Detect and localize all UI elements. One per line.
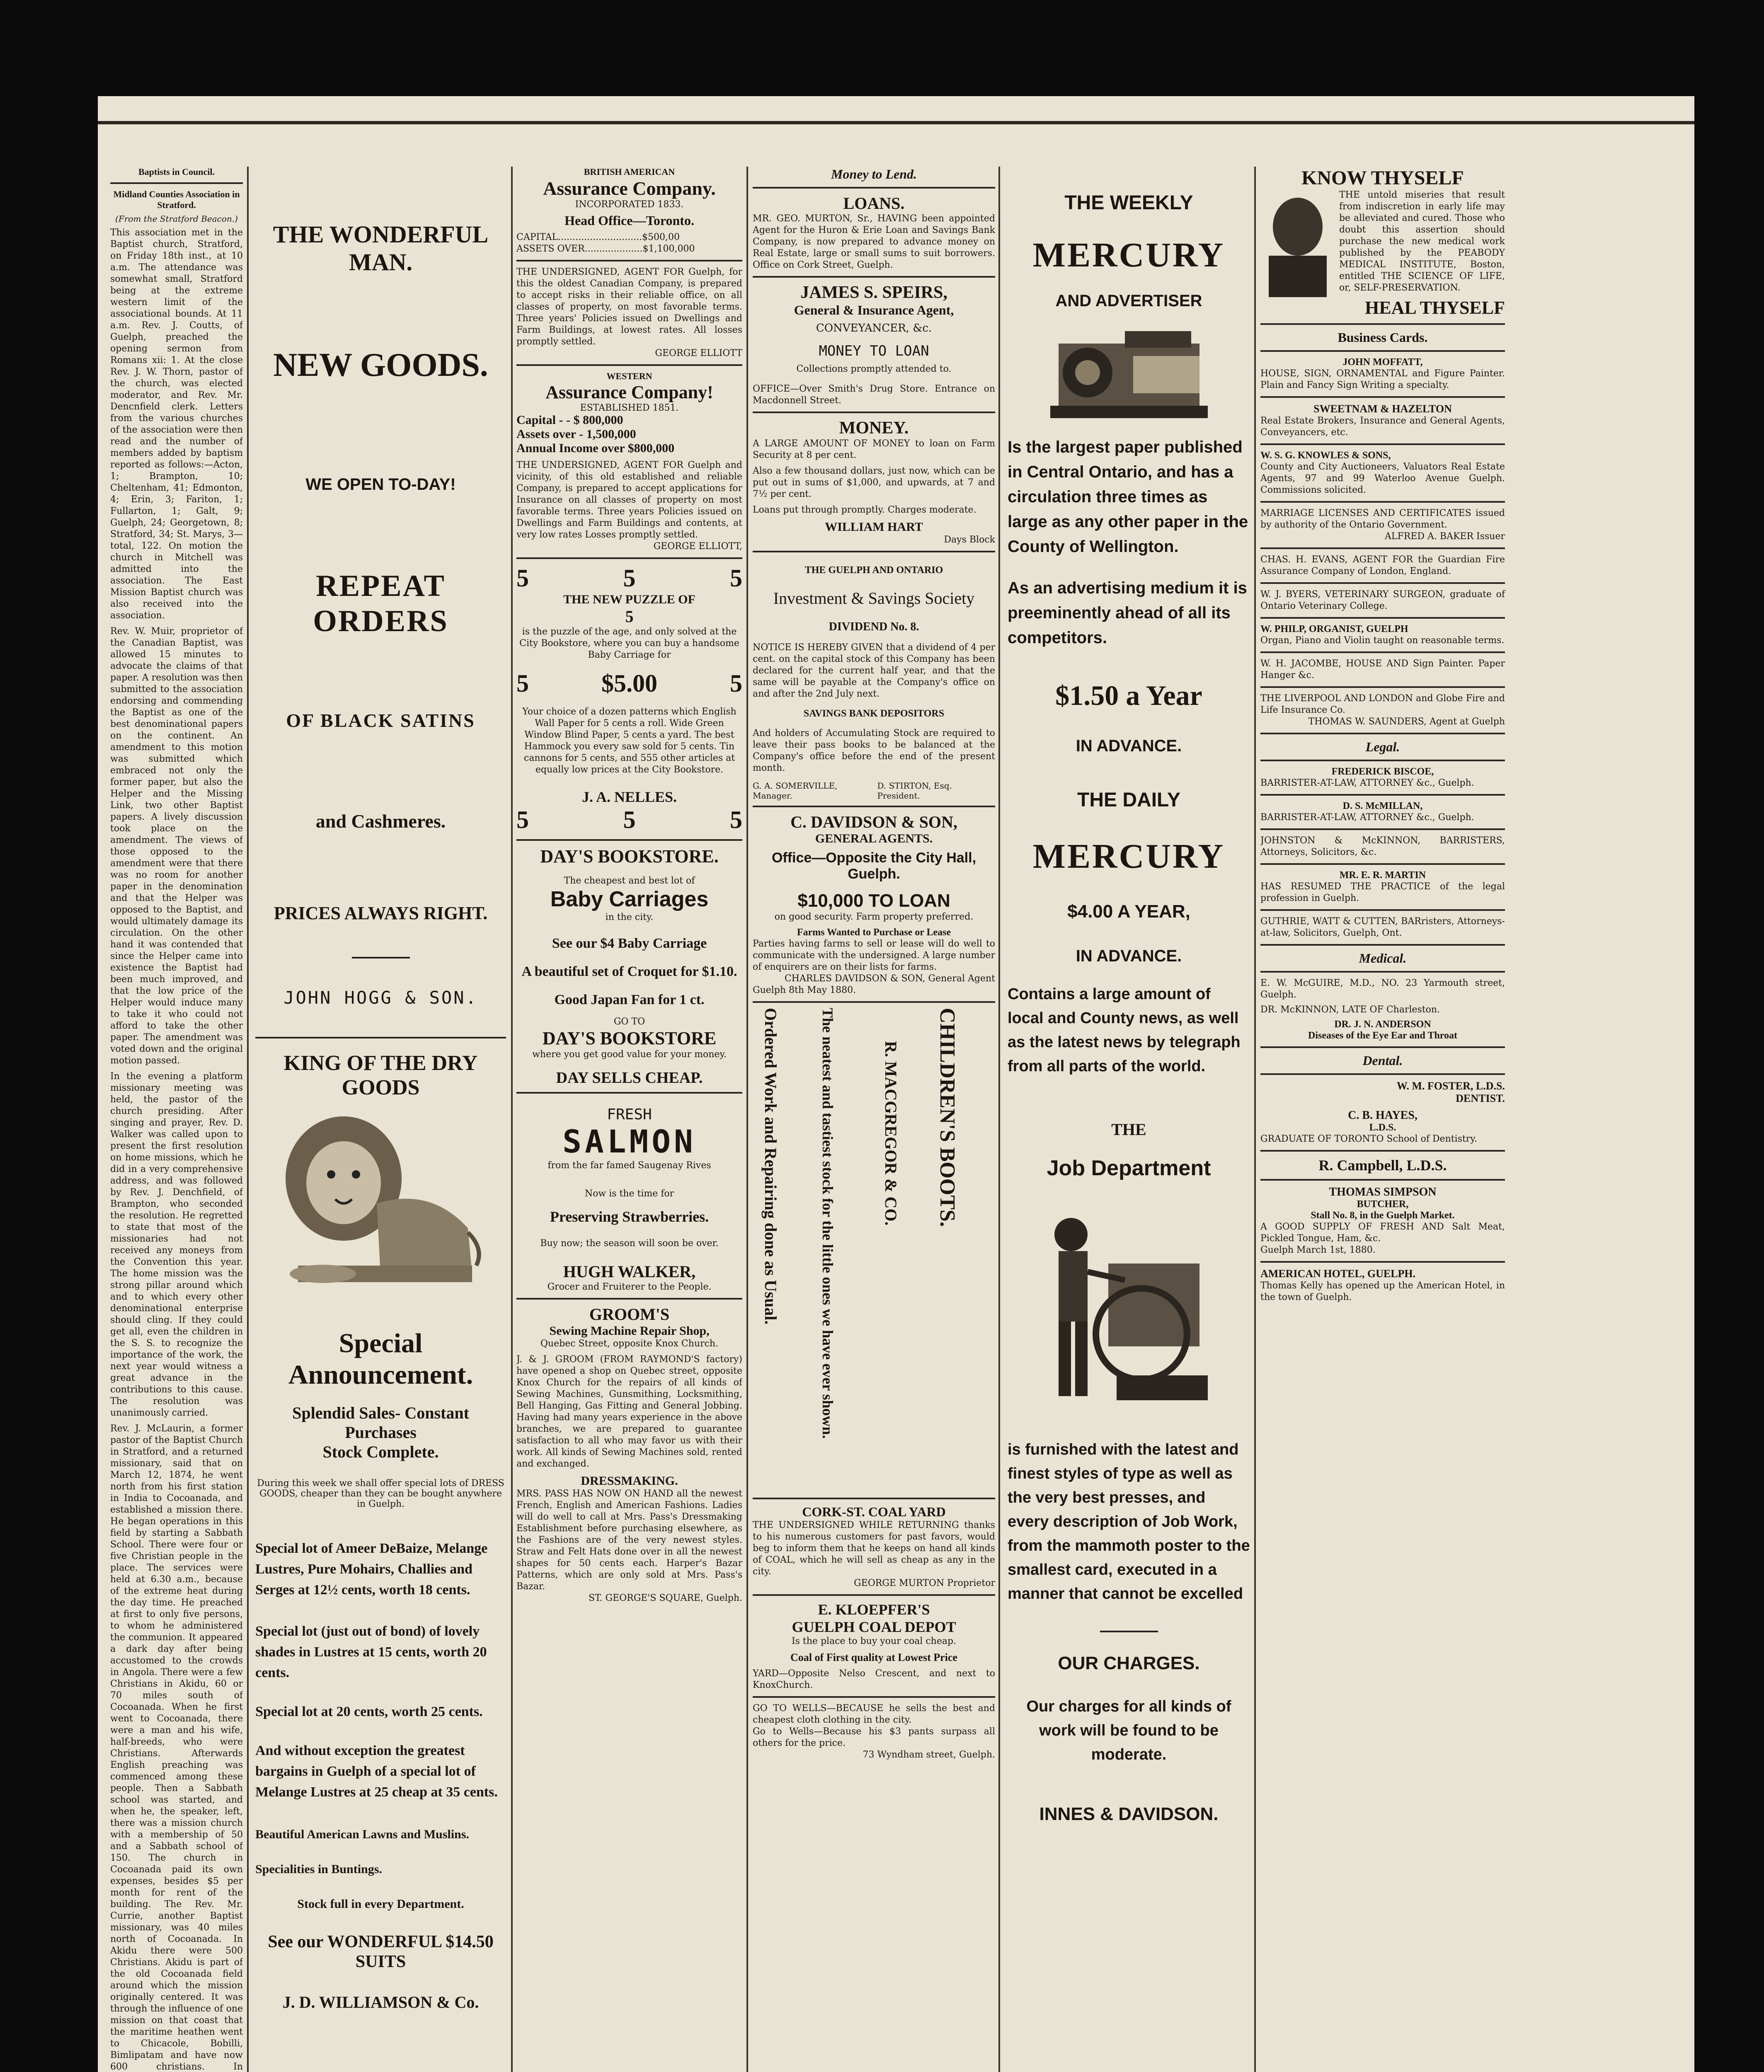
charges-text: Our charges for all kinds of work will be found to be moderate. — [1026, 1698, 1231, 1763]
cork-text: THE UNDERSIGNED WHILE RETURNING thanks to his numerous customers for past favors, would beg to inform them that he keeps on hand all kinds of COAL, which he will sell as cheap as any in the city. — [753, 1520, 995, 1577]
hugh-walker: HUGH WALKER, — [563, 1262, 696, 1281]
article-subtitle: Midland Counties Association in Stratford. — [113, 189, 240, 210]
in-city: in the city. — [605, 912, 654, 922]
top-rule — [98, 121, 1694, 124]
money-to-lend: Money to Lend. — [831, 167, 917, 182]
column-loans — [753, 167, 995, 2072]
divider — [255, 1037, 506, 1038]
philp-text: Organ, Piano and Violin taught on reasonable terms. — [1260, 635, 1505, 646]
divider — [1260, 547, 1505, 549]
coal-quality: Coal of First quality at Lowest Price — [790, 1651, 957, 1663]
yard: YARD—Opposite Nelso Crescent, and next to KnoxChurch. — [753, 1668, 995, 1690]
special-announcement: Special Announcement. — [288, 1328, 473, 1390]
column-baptists — [110, 167, 243, 2072]
suits: See our WONDERFUL $14.50 SUITS — [268, 1932, 494, 1971]
divider — [753, 1594, 995, 1596]
investment-savings: Investment & Savings Society — [773, 589, 975, 608]
eye-ear: Diseases of the Eye Ear and Throat — [1308, 1030, 1458, 1041]
printing-press-icon — [1042, 319, 1216, 426]
innes-davidson: INNES & DAVIDSON. — [1039, 1804, 1219, 1824]
divider — [1260, 323, 1505, 325]
rivers: from the far famed Saugenay Rives — [548, 1160, 711, 1171]
column-rule — [1254, 167, 1256, 2072]
during-week: During this week we shall offer special lots of DRESS GOODS, cheaper than they can be bought anywhere in Guelph. — [257, 1478, 504, 1509]
paragraph: Rev. W. Muir, proprietor of the Canadian Baptist, was allowed 15 minutes to advocate the claims of that paper. A resolution was then submitted to the association endorsing and commending the Baptist as one of the best denominational papers on the continent. An amendment to this motion was submitted which embraced not only the former paper, but also the Helper and the Missing Link, two other Baptist papers. A lively discussion took place on the amendment. The views of those opposed to the amendment were that there was no room for another paper in the denomination and that the Helper was opposed to the Baptist, and would ultimately damage its circulation. On the other hand it was contended that since the Helper came into existence the Baptist had been much improved, and that the low price of the Helper would induce many to take it who could not afford to take the other paper. The amendment was voted down and the original motion passed. — [110, 626, 243, 1066]
go-to: GO TO — [613, 1017, 645, 1027]
knowles: W. S. G. KNOWLES & SONS, — [1260, 450, 1391, 461]
paragraph: In the evening a platform missionary meeting was held, the pastor of the church presiding. After singing and prayer, Rev. D. Walker was called upon to present the first resolution on home missions, which he did in a very comprehensive address, and was followed by Rev. J. Denchfield, of Brampton, who seconded the resolution. He regretted to state that most of the missionaries had not received any moneys from the Convention this year. The home mission was the strong pillar around which and to which every other denominational enterprise should cling. If they could get all, even the children in the S. S. to recognize the importance of the work, the next year would witness a great advance in the contributions to this cause. The resolution was unanimously carried. — [110, 1071, 243, 1418]
hayes: C. B. HAYES, — [1348, 1109, 1418, 1122]
guelph-ontario: THE GUELPH AND ONTARIO — [804, 565, 943, 576]
speirs: JAMES S. SPEIRS, — [800, 283, 947, 302]
cashmeres: and Cashmeres. — [315, 811, 446, 832]
mckinnon: DR. McKINNON, LATE OF Charleston. — [1260, 1005, 1440, 1015]
divider — [516, 260, 742, 261]
divider — [516, 557, 742, 559]
puzzle-five: 5 — [625, 607, 634, 626]
price-weekly: $1.50 a Year — [1055, 680, 1202, 711]
loans: LOANS. — [843, 194, 905, 213]
divider — [1260, 760, 1505, 761]
dress-text: MRS. PASS HAS NOW ON HAND all the newest French, English and American Fashions. Ladies will do well to call at Mrs. Pass's Dressmaking Establishment before purchasing elsewhere, as the Fashions are of the very newest styles. Straw and Felt Hats done over in all the newest shapes for 50 cents each. Harper's Bazar Patterns, which are only sold at Mrs. Pass's Bazar. — [516, 1489, 742, 1592]
new-goods: NEW GOODS. — [273, 347, 488, 383]
divider — [1260, 617, 1505, 619]
byers: W. J. BYERS, VETERINARY SURGEON, graduate of Ontario Veterinary College. — [1260, 589, 1505, 611]
office: OFFICE—Over Smith's Drug Store. Entrance on Macdonnell Street. — [753, 384, 995, 406]
prices-right: PRICES ALWAYS RIGHT. — [274, 903, 488, 923]
japan-fan: Good Japan Fan for 1 ct. — [554, 992, 705, 1007]
opp-city-hall: Office—Opposite the City Hall, Guelph. — [771, 850, 976, 882]
contains: Contains a large amount of local and County news, as well as the latest news by telegraph from all parts of the world. — [1008, 985, 1241, 1075]
price-row: 5 $5.00 5 — [516, 670, 742, 697]
see-4: See our $4 Baby Carriage — [552, 936, 707, 951]
dental-heading: Dental. — [1362, 1053, 1403, 1068]
divider — [1260, 1179, 1505, 1181]
salmon: SALMON — [562, 1123, 696, 1160]
sells-cheap: DAY SELLS CHEAP. — [556, 1069, 703, 1087]
fives-row: 5 5 5 — [516, 564, 742, 592]
philp: W. PHILP, ORGANIST, GUELPH — [1260, 624, 1408, 634]
capital-2: Capital - - $ 800,000 — [516, 413, 623, 427]
divider — [1260, 733, 1505, 734]
grooms: GROOM'S — [589, 1305, 670, 1324]
agent-text: THE UNDERSIGNED, AGENT FOR Guelph, for this the oldest Canadian Company, is prepared to accept risks in their reliable office, on all classes of property, on most favorable terms. Three years' Policies issued on Dwellings and Farm Buildings, at lowest rates. All losses promptly settled. — [516, 267, 742, 347]
liverpool: THE LIVERPOOL AND LONDON and Globe Fire and Life Insurance Co. — [1260, 693, 1505, 715]
paragraph: Rev. J. McLaurin, a former pastor of the Baptist Church in Stratford, and a returned missionary, said that on March 12, 1874, he went north from his first station in India to Cocoanada, and established a mission there. He began operations in this field by starting a Sabbath School. There were four or five Christian people in the place. The services were held at 6.30 a.m., because of the extreme heat during the day time. He preached at first to only five persons, to whom he administered the communion. It appeared a dark day after being accustomed to the crowds in Angola. There were a few Christians in Akidu, 60 or 70 miles south of Cocoanada. When he first went to Cocoanada, there were a man and his wife, half-breeds, who were Christians. Afterwards English preaching was commenced among these people. Then a Sabbath school was started, and when he, the speaker, left, there was a mission church with a membership of 50 and a Sabbath school of 150. The church in Cocoanada paid its own expenses, besides $5 per month for rent of the building. The Rev. Mr. Currie, another Baptist missionary, was 40 miles north of Cocoanada. In Akidu there were 500 Christians. Akidu is part of the old Cocoanada field around which the mission originally centered. It was through the influence of one mission on that coast that the maritime heathen went to Chicacole, Bobilli, Bimlipatam and have now 600 christians. In — [110, 1423, 243, 2072]
our-charges: OUR CHARGES. — [1058, 1653, 1200, 1673]
divider — [516, 1298, 742, 1300]
column-rule — [746, 167, 748, 2072]
and-advertiser: AND ADVERTISER — [1055, 292, 1202, 310]
stock-full: Stock full in every Department. — [297, 1897, 464, 1911]
divider — [1260, 1073, 1505, 1075]
special-lot-1: Special lot of Ameer DeBaize, Melange Lustres, Pure Mohairs, Challies and Serges at 12½ cents, worth 18 cents. — [255, 1541, 488, 1598]
martin-text: HAS RESUMED THE PRACTICE of the legal profession in Guelph. — [1260, 881, 1505, 903]
farms-wanted: Farms Wanted to Purchase or Lease — [797, 927, 951, 938]
farms-text: Parties having farms to sell or lease will do well to communicate with the undersigned. A large number of enquirers are on their lists for farms. — [753, 939, 995, 972]
article-source: (From the Stratford Beacon.) — [115, 214, 238, 224]
buntings: Specialities in Buntings. — [255, 1862, 382, 1876]
divider — [1260, 443, 1505, 445]
head-office: Head Office—Toronto. — [565, 213, 694, 228]
moffatt: JOHN MOFFATT, — [1342, 357, 1423, 368]
furnished: is furnished with the latest and finest styles of type as well as the very best presses, and every description of Job Work, from the mammoth poster to the smallest card, executed in a manner that cannot be excelled — [1008, 1441, 1250, 1602]
on-security: on good security. Farm property preferred. — [774, 912, 974, 922]
black-satins: OF BLACK SATINS — [286, 710, 475, 731]
special-lot-2: Special lot (just out of bond) of lovely shades in Lustres at 15 cents, worth 20 cents. — [255, 1624, 487, 1680]
large-amount: A LARGE AMOUNT OF MONEY to loan on Farm Security at 8 per cent. — [753, 438, 995, 460]
cheapest: The cheapest and best lot of — [564, 876, 695, 886]
ten-thousand: $10,000 TO LOAN — [797, 891, 950, 911]
days-bookstore: DAY'S BOOKSTORE. — [540, 846, 719, 867]
western: WESTERN — [606, 371, 652, 381]
dividend: DIVIDEND No. 8. — [829, 620, 919, 633]
mercury: MERCURY — [1032, 236, 1225, 274]
coal-depot: GUELPH COAL DEPOT — [792, 1619, 956, 1635]
mercury-daily: MERCURY — [1032, 837, 1225, 876]
saunders: THOMAS W. SAUNDERS, Agent at Guelph — [1308, 716, 1505, 727]
money: MONEY. — [839, 419, 909, 438]
sweetnam: SWEETNAM & HAZELTON — [1313, 403, 1452, 415]
the-weekly: THE WEEKLY — [1064, 192, 1193, 214]
martin: MR. E. R. MARTIN — [1339, 870, 1426, 881]
general-insurance: General & Insurance Agent, — [794, 303, 954, 317]
grocer: Grocer and Fruiterer to the People. — [547, 1282, 712, 1292]
childrens-boots: CHILDREN'S BOOTS. — [935, 1008, 959, 1227]
murton-text: MR. GEO. MURTON, Sr., HAVING been appointed Agent for the Huron & Erie Loan and Savings Bank Company, is now prepared to advance money on Real Estate, large or small sums to suit borrowers. Office on Cork Street, Guelph. — [753, 213, 995, 270]
preserving: Preserving Strawberries. — [550, 1208, 709, 1225]
marriage: MARRIAGE LICENSES AND CERTIFICATES issued by authority of the Ontario Government. — [1260, 508, 1505, 530]
stall: Stall No. 8, in the Guelph Market. — [1311, 1210, 1455, 1221]
knowles-text: County and City Auctioneers, Valuators Real Estate Agents, 97 and 99 Waterloo Avenue Guelph. Commissions solicited. — [1260, 462, 1505, 495]
pressman-illustration-icon — [1034, 1189, 1224, 1421]
divider — [753, 1498, 995, 1499]
heal-thyself: HEAL THYSELF — [1365, 298, 1505, 318]
in-advance: IN ADVANCE. — [1076, 737, 1182, 755]
place-to-buy: Is the place to buy your coal cheap. — [791, 1636, 957, 1646]
divider — [753, 806, 995, 807]
foster: W. M. FOSTER, L.D.S. — [1396, 1080, 1505, 1092]
biscoe: FREDERICK BISCOE, — [1331, 766, 1434, 777]
conveyancer: CONVEYANCER, &c. — [816, 322, 932, 334]
simpson: THOMAS SIMPSON — [1329, 1186, 1437, 1198]
ordered-work: Ordered Work and Repairing done as Usual. — [761, 1008, 780, 1325]
paragraph: This association met in the Baptist church, Stratford, on Friday 18th inst., at 10 a.m. The attendance was somewhat small, Stratford being at the extreme western limit of the associational bounds. At 11 a.m. Rev. J. Coutts, of Guelph, preached the opening sermon from Romans xii: 1. At the close Rev. J. W. Thorn, pastor of the church, was elected moderator, and Rev. Mr. Dencnfield clerk. Letters from the various churches of the association were then read and the number of members added by baptism reported as follows:—Acton, 1; Brampton, 10; Cheltenham, 41; Edmonton, 4; Erin, 3; Fariton, 1; Fullarton, 1; Galt, 9; Guelph, 24; Georgetown, 8; Stratford, 34; St. Marys, 3—total, 122. On motion the church in Mitchell was admitted into the association. The East Mission Baptist church was also received into the association. — [110, 228, 243, 621]
supply: A GOOD SUPPLY OF FRESH AND Salt Meat, Pickled Tongue, Ham, &c. — [1260, 1222, 1505, 1244]
puzzle: THE NEW PUZZLE OF — [563, 593, 695, 606]
column-dry-goods — [255, 167, 506, 2072]
butcher: BUTCHER, — [1357, 1199, 1409, 1210]
william-hart: WILLIAM HART — [825, 520, 923, 534]
column-rule — [247, 167, 249, 2072]
anderson: DR. J. N. ANDERSON — [1334, 1019, 1431, 1030]
divider — [753, 276, 995, 278]
firm-name: JOHN HOGG & SON. — [284, 988, 478, 1008]
wyndham: 73 Wyndham street, Guelph. — [863, 1750, 995, 1760]
wells-2: Go to Wells—Because his $3 pants surpass all others for the price. — [753, 1726, 995, 1748]
days-bookstore-2: DAY'S BOOKSTORE — [542, 1028, 717, 1048]
advertising-medium: As an advertising medium it is preeminently ahead of all its competitors. — [1008, 579, 1247, 647]
choice-text: Your choice of a dozen patterns which English Wall Paper for 5 cents a roll. Wide Green Window Blind Paper, 5 cents a yard. The best Hammock you every saw sold for 5 cents. Tin cannons for 5 cents, and 555 other articles at equally low prices at the City Bookstore. — [522, 707, 737, 775]
macgregor: R. MACGREGOR & CO. — [882, 1041, 900, 1226]
american-text: Thomas Kelly has opened up the American Hotel, in the town of Guelph. — [1260, 1280, 1505, 1302]
williamson: J. D. WILLIAMSON & Co. — [282, 1993, 479, 2011]
few-thousand: Also a few thousand dollars, just now, which can be put out in sums of $1,000, and upwards, at 7 and 7½ per cent. — [753, 466, 995, 499]
divider — [1260, 582, 1505, 584]
special-lot-3: Special lot at 20 cents, worth 25 cents. — [255, 1704, 483, 1719]
days-block: Days Block — [944, 535, 995, 545]
cork-st: CORK-ST. COAL YARD — [802, 1504, 946, 1519]
column-rule — [511, 167, 513, 2072]
fresh: FRESH — [607, 1106, 652, 1123]
mcguire: E. W. McGUIRE, M.D., NO. 23 Yarmouth street, Guelph. — [1260, 978, 1505, 1000]
agent-name-2: GEORGE ELLIOTT, — [653, 541, 742, 552]
cd-agent: CHARLES DAVIDSON & SON, General Agent — [784, 973, 995, 984]
sewing-shop: Sewing Machine Repair Shop, — [549, 1324, 710, 1338]
splendid-sales: Splendid Sales- Constant Purchases — [292, 1404, 469, 1442]
divider — [753, 1001, 995, 1003]
march-date: Guelph March 1st, 1880. — [1260, 1245, 1376, 1255]
assurance-company: Assurance Company. — [543, 178, 716, 199]
divider — [110, 182, 243, 184]
column-rule — [998, 167, 1000, 2072]
column-business-cards — [1260, 167, 1687, 2072]
short-rule — [1100, 1631, 1158, 1632]
guelph-date: Guelph 8th May 1880. — [753, 985, 856, 995]
loans-put: Loans put through promptly. Charges moderate. — [753, 505, 976, 515]
divider — [1260, 501, 1505, 503]
incorporated: INCORPORATED 1833. — [575, 199, 684, 210]
kloepfer: E. KLOEPFER'S — [818, 1601, 930, 1618]
lds: L.D.S. — [1369, 1122, 1396, 1133]
dressmaking: DRESSMAKING. — [581, 1474, 678, 1488]
stock-complete: Stock Complete. — [322, 1443, 439, 1461]
headline: THE WONDERFUL MAN. — [273, 221, 489, 276]
quebec: Quebec Street, opposite Knox Church. — [540, 1339, 719, 1349]
divider — [1260, 686, 1505, 688]
the: THE — [1111, 1120, 1146, 1139]
evans: CHAS. H. EVANS, AGENT FOR the Guardian Fire Assurance Company of London, England. — [1260, 554, 1505, 576]
croquet: A beautiful set of Croquet for $1.10. — [521, 964, 737, 979]
neatest-stock: The neatest and tastiest stock for the little ones we have ever shown. — [819, 1008, 836, 1439]
divider — [753, 411, 995, 413]
guthrie: GUTHRIE, WATT & CUTTEN, BARristers, Attorneys-at-law, Solicitors, Guelph, Ont. — [1260, 916, 1505, 938]
american-hotel: AMERICAN HOTEL, GUELPH. — [1260, 1268, 1416, 1280]
divider — [516, 364, 742, 366]
divider — [1260, 909, 1505, 911]
general-agents: GENERAL AGENTS. — [815, 832, 933, 845]
notice: NOTICE IS HEREBY GIVEN that a dividend of 4 per cent. on the capital stock of this Company has been declared for the current half year, and that the same will be payable at the Company's office on and after the 2nd July next. — [753, 642, 995, 699]
signatures: G. A. SOMERVILLE, Manager. D. STIRTON, Esq. President. — [753, 781, 952, 801]
divider — [1260, 1150, 1505, 1152]
divider — [753, 187, 995, 189]
divider — [1260, 350, 1505, 352]
western-assurance: Assurance Company! — [545, 382, 713, 402]
newspaper-page — [98, 96, 1694, 2072]
medical-heading: Medical. — [1359, 951, 1407, 966]
largest-paper: Is the largest paper published in Central Ontario, and has a circulation three times as large as any other paper in the County of Wellington. — [1008, 438, 1248, 556]
murton-prop: GEORGE MURTON Proprietor — [854, 1578, 995, 1588]
divider — [1260, 971, 1505, 973]
short-rule — [352, 957, 410, 959]
collections: Collections promptly attended to. — [796, 364, 952, 374]
open-today: WE OPEN TO-DAY! — [305, 475, 456, 494]
in-advance-2: IN ADVANCE. — [1076, 947, 1182, 965]
money-to-loan: MONEY TO LOAN — [819, 343, 929, 359]
article-title: Baptists in Council. — [138, 167, 215, 177]
divider — [753, 1696, 995, 1698]
british-american: BRITISH AMERICAN — [584, 167, 675, 177]
repeat-orders: REPEAT ORDERS — [313, 569, 448, 638]
campbell: R. Campbell, L.D.S. — [1318, 1157, 1447, 1174]
wells: GO TO WELLS—BECAUSE he sells the best and cheapest cloth clothing in the city. — [753, 1703, 995, 1725]
know-thyself: KNOW THYSELF — [1301, 167, 1464, 189]
business-cards: Business Cards. — [1338, 330, 1428, 345]
puzzle-text: is the puzzle of the age, and only solved at the City Bookstore, where you can buy a handsome Baby Carriage for — [519, 627, 739, 660]
divider — [753, 551, 995, 552]
price-daily: $4.00 A YEAR, — [1067, 901, 1190, 922]
divider — [1260, 794, 1505, 796]
king-of-dry-goods: KING OF THE DRY GOODS — [284, 1051, 478, 1099]
groom-text: J. & J. GROOM (FROM RAYMOND'S factory) have opened a shop on Quebec street, opposite Knox Church for the repairs of all kinds of Sewing Machines, Gunsmithing, Locksmithing, Bell Hanging, Gas Fitting and General Jobbing. Having had many years experience in the above branches, we are prepared to guarantee satisfaction to all who may favor us with their work. All kinds of Sewing Machines sold, rented and exchanged. — [516, 1354, 742, 1469]
divider — [516, 839, 742, 841]
where: where you get good value for your money. — [532, 1049, 727, 1060]
the-daily: THE DAILY — [1077, 789, 1180, 811]
special-lot-4: And without exception the greatest bargains in Guelph of a special lot of Melange Lustres at 25 cheap at 35 cents. — [255, 1743, 498, 1800]
nelles: J. A. NELLES. — [582, 789, 677, 805]
baker: ALFRED A. BAKER Issuer — [1385, 531, 1505, 542]
graduate: GRADUATE OF TORONTO School of Dentistry. — [1260, 1134, 1477, 1144]
divider — [1260, 828, 1505, 830]
divider — [1260, 1261, 1505, 1263]
mcmillan-text: BARRISTER-AT-LAW, ATTORNEY &c., Guelph. — [1260, 812, 1474, 823]
mcmillan: D. S. McMILLAN, — [1342, 801, 1423, 811]
divider — [516, 1092, 742, 1094]
income: Annual Income over $800,000 — [516, 441, 675, 455]
now-time: Now is the time for — [584, 1188, 674, 1199]
buy-now: Buy now; the season will soon be over. — [540, 1238, 719, 1249]
divider — [1260, 651, 1505, 653]
divider — [1260, 1046, 1505, 1048]
biscoe-text: BARRISTER-AT-LAW, ATTORNEY &c., Guelph. — [1260, 778, 1474, 788]
job-department: Job Department — [1047, 1156, 1211, 1180]
assets-2: Assets over - 1,500,000 — [516, 427, 636, 441]
jacombe: W. H. JACOMBE, HOUSE AND Sign Painter. Paper Hanger &c. — [1260, 658, 1505, 680]
lawns: Beautiful American Lawns and Muslins. — [255, 1828, 469, 1841]
divider — [1260, 944, 1505, 946]
column-insurance — [516, 167, 742, 2072]
fives-row-2: 5 5 5 — [516, 806, 742, 833]
savings-depositors: SAVINGS BANK DEPOSITORS — [803, 708, 945, 719]
sweetnam-text: Real Estate Brokers, Insurance and General Agents, Conveyancers, etc. — [1260, 416, 1505, 438]
johnston: JOHNSTON & McKINNON, BARRISTERS, Attorneys, Solicitors, &c. — [1260, 835, 1505, 857]
holders: And holders of Accumulating Stock are required to leave their pass books to be balanced at the Company's office before the end of the present month. — [753, 728, 995, 773]
divider — [1260, 863, 1505, 865]
portrait-icon — [1260, 189, 1335, 297]
legal-heading: Legal. — [1365, 739, 1400, 754]
dentist: DENTIST. — [1456, 1092, 1505, 1104]
lion-illustration-icon — [273, 1108, 489, 1311]
know-text: THE untold miseries that result from indiscretion in early life may be alleviated and cured. Those who doubt this assertion should purchase the new medical work published by the PEABODY MEDICAL INSTITUTE, Boston, entitled THE SCIENCE OF LIFE, or, SELF-PRESERVATION. — [1339, 190, 1505, 293]
rotated-boots-ad — [753, 1008, 995, 1493]
column-mercury — [1008, 167, 1250, 2072]
agent-text-2: THE UNDERSIGNED, AGENT FOR Guelph and vicinity, of this old established and reliable Company, is prepared to accept applications for Insurance on all classes of property on most favorable terms. Three years Policies issued on Dwellings and Farm Buildings and contents, at very low rates Losses promptly settled. — [516, 460, 742, 540]
davidson: C. DAVIDSON & SON, — [790, 813, 957, 831]
established: ESTABLISHED 1851. — [580, 403, 679, 413]
st-georges: ST. GEORGE'S SQUARE, Guelph. — [589, 1593, 742, 1603]
baby-carriages: Baby Carriages — [550, 887, 709, 911]
assets: ASSETS OVER....................$1,100,000 — [516, 244, 695, 254]
agent-name: GEORGE ELLIOTT — [655, 348, 742, 358]
house-sign: HOUSE, SIGN, ORNAMENTAL and Figure Painter. Plain and Fancy Sign Writing a specialty. — [1260, 368, 1505, 390]
divider — [1260, 396, 1505, 398]
capital: CAPITAL.............................$500,00 — [516, 232, 680, 242]
